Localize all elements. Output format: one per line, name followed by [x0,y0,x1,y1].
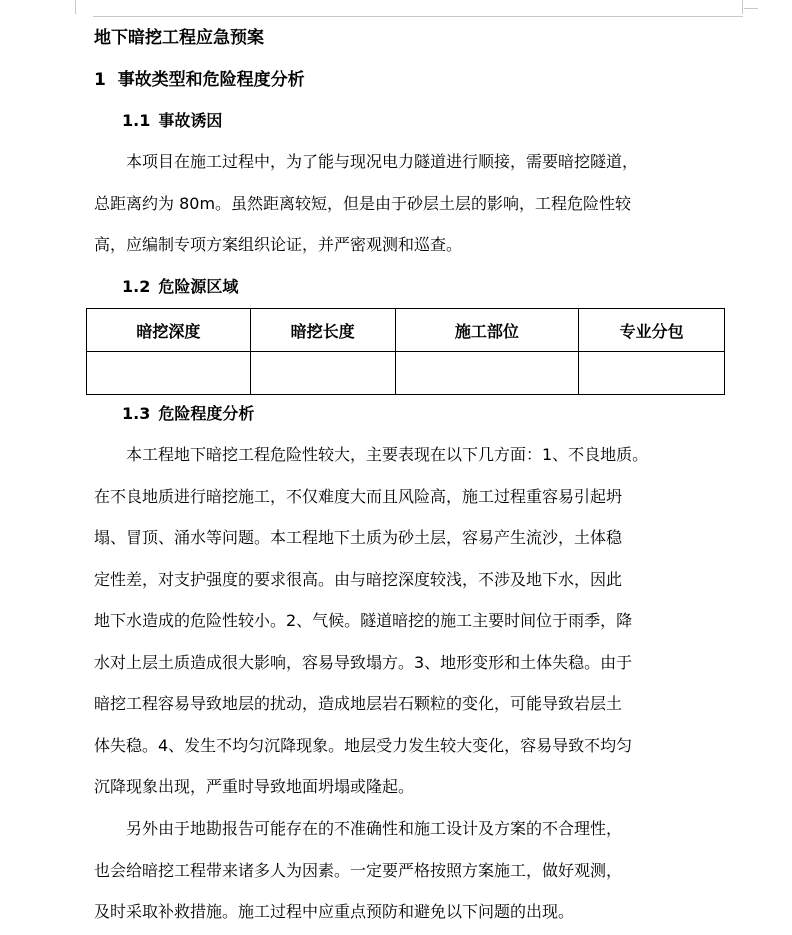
subsection-number: 1.2 [122,277,151,296]
paragraph-risk-analysis [94,434,724,808]
text-line: 也会给暗挖工程带来诸多人为因素。一定要严格按照方案施工，做好观测， [94,860,623,880]
subsection-heading-1-3 [122,400,254,428]
text-line: 总距离约为 80m。虽然距离较短，但是由于砂层土层的影响，工程危险性较 [94,193,632,213]
text-line: 及时采取补救措施。施工过程中应重点预防和避免以下问题的出现。 [94,902,575,921]
margin-corner-mark [744,8,758,9]
hazard-area-table [86,308,725,395]
text-line: 暗挖工程容易导致地层的扰动，造成地层岩石颗粒的变化，可能导致岩层土 [94,694,623,713]
table-cell [395,352,579,395]
margin-corner-mark [75,0,76,14]
header-cell-location: 施工部位 [395,309,579,352]
text-line: 另外由于地勘报告可能存在的不准确性和施工设计及方案的不合理性， [126,819,623,838]
section-number: 1 [94,70,106,90]
subsection-heading-1-1 [122,107,222,135]
table-row [87,352,725,395]
section-heading-1 [94,66,305,94]
table-cell [579,352,725,395]
header-cell-subcontract: 专业分包 [579,309,725,352]
table-cell [250,352,395,395]
text-line: 体失稳。4、发生不均匀沉降现象。地层受力发生较大变化，容易导致不均匀 [94,735,633,755]
header-cell-length: 暗挖长度 [250,309,395,352]
subsection-title: 危险源区域 [158,277,239,296]
table-cell [87,352,251,395]
margin-corner-mark [742,0,743,14]
subsection-heading-1-2 [122,273,238,301]
text-line: 水对上层土质造成很大影响，容易导致塌方。3、地形变形和土体失稳。由于 [94,652,633,672]
text-line: 沉降现象出现，严重时导致地面坍塌或隆起。 [94,777,415,796]
text-line: 地下水造成的危险性较小。2、气候。隧道暗挖的施工主要时间位于雨季，降 [94,611,633,630]
text-line: 定性差，对支护强度的要求很高。由与暗挖深度较浅，不涉及地下水，因此 [94,569,623,589]
paragraph-accident-cause [94,141,724,266]
subsection-number: 1.1 [122,111,151,130]
text-line: 本工程地下暗挖工程危险性较大，主要表现在以下几方面：1、不良地质。 [126,445,649,464]
text-line: 塌、冒顶、涌水等问题。本工程地下土质为砂土层，容易产生流沙，土体稳 [94,528,623,547]
section-title: 事故类型和危险程度分析 [117,70,305,90]
text-line: 在不良地质进行暗挖施工，不仅难度大而且风险高，施工过程重容易引起坍 [94,486,623,506]
document-title: 地下暗挖工程应急预案 [94,28,264,48]
subsection-title: 危险程度分析 [158,404,255,423]
page-margin-guide [93,16,743,17]
subsection-title: 事故诱因 [158,111,223,130]
subsection-number: 1.3 [122,404,151,423]
paragraph-other-factors [94,808,724,933]
table-header-row [87,309,725,352]
text-line: 高，应编制专项方案组织论证，并严密观测和巡查。 [94,235,463,254]
text-line: 本项目在施工过程中，为了能与现况电力隧道进行顺接，需要暗挖隧道， [126,152,639,171]
header-cell-depth: 暗挖深度 [87,309,251,352]
